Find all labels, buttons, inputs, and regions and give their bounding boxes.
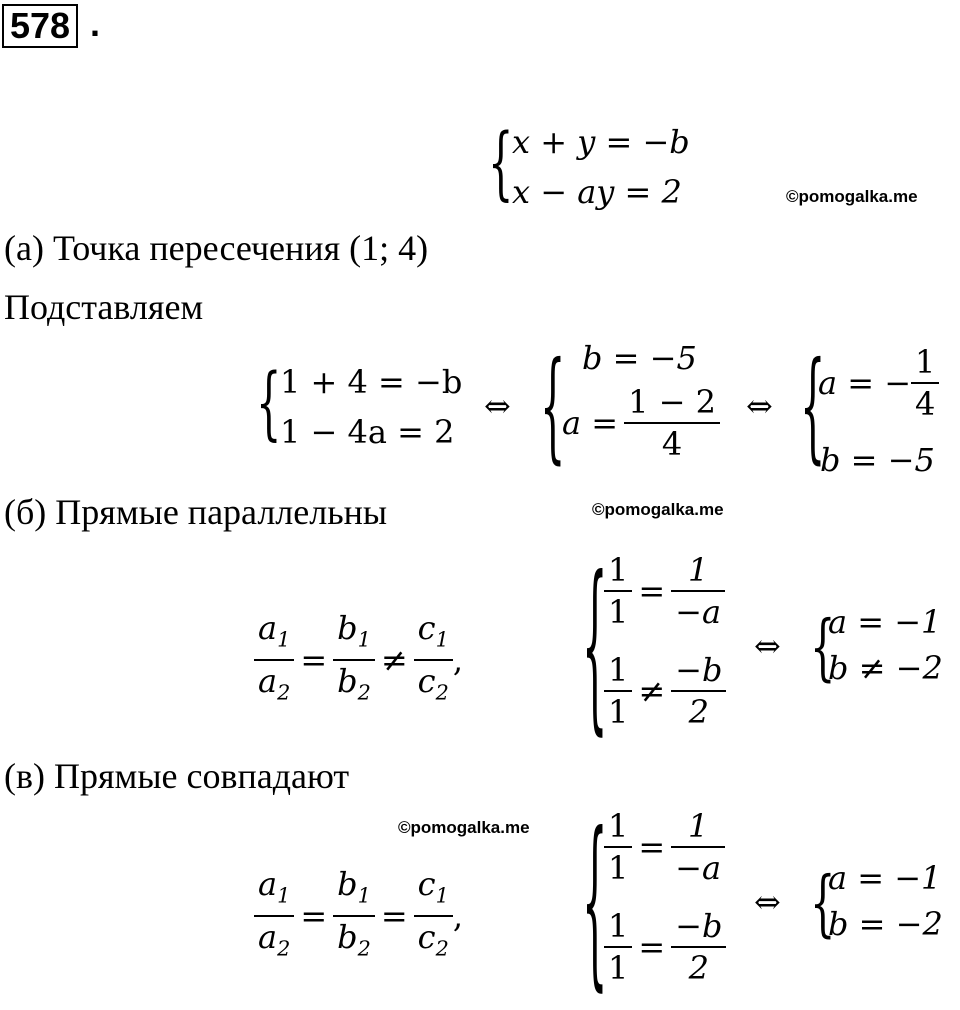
- part-a-substitute-label: Подставляем: [4, 287, 204, 327]
- fraction-denominator: $c_2$: [417, 918, 449, 961]
- fraction-denominator: 1: [608, 593, 629, 631]
- part-a-system2-fraction: [624, 382, 720, 464]
- fraction-numerator: $b_1$: [337, 865, 371, 908]
- part-b-brace-result: {: [810, 606, 836, 690]
- part-b-result-2: b ≠ −2: [828, 649, 943, 687]
- fraction-denominator: 4: [661, 425, 683, 463]
- fraction-numerator: 1: [687, 551, 709, 589]
- comma: ,: [452, 641, 463, 680]
- part-c-brace-big: {: [582, 798, 608, 1010]
- part-a-system3-line1: [818, 342, 939, 424]
- row-left-fraction: [604, 806, 632, 888]
- part-c-heading: (в) Прямые совпадают: [4, 756, 350, 796]
- part-c-row-1: [604, 806, 725, 888]
- part-c-result-1: a = −1: [828, 859, 942, 897]
- part-b-row-2: [604, 650, 726, 732]
- part-c-result-2: b = −2: [828, 905, 943, 943]
- fraction-numerator: −b: [675, 651, 723, 689]
- part-a-heading: (а) Точка пересечения (1; 4): [4, 228, 429, 268]
- fraction-denominator: $b_2$: [337, 662, 371, 705]
- equals-sign: =: [300, 897, 328, 936]
- part-b-row-1: [604, 550, 725, 632]
- row-right-fraction: [671, 650, 726, 732]
- watermark: ©pomogalka.me: [592, 500, 724, 519]
- part-a-system3-fraction: [911, 342, 939, 424]
- part-a-brace-2: {: [540, 339, 566, 477]
- row-operator: =: [638, 828, 666, 866]
- row-right-fraction: [671, 806, 725, 888]
- part-a-system1-line2: 1 − 4a = 2: [280, 413, 455, 451]
- fraction-numerator: 1: [608, 807, 629, 845]
- fraction-numerator: $b_1$: [337, 609, 371, 652]
- fraction-numerator: 1: [608, 651, 629, 689]
- fraction-denominator: −a: [675, 593, 722, 631]
- row-operator: =: [638, 928, 666, 966]
- part-a-iff-2: ⇔: [746, 387, 773, 425]
- part-a-system3-line2: b = −5: [820, 441, 935, 479]
- ratio-b: [333, 608, 375, 713]
- fraction-denominator: $c_2$: [417, 662, 449, 705]
- problem-number-dot: .: [90, 3, 101, 44]
- row-right-fraction: [671, 906, 726, 988]
- part-a-brace-1: {: [256, 358, 282, 450]
- ratio-c: [414, 864, 453, 969]
- row-right-fraction: [671, 550, 725, 632]
- row-left-fraction: [604, 550, 632, 632]
- fraction-denominator: 1: [608, 949, 629, 987]
- fraction-numerator: $c_1$: [417, 609, 449, 652]
- fraction-denominator: −a: [675, 849, 722, 887]
- not-equals-sign: ≠: [380, 641, 408, 680]
- watermark: ©pomogalka.me: [398, 818, 530, 837]
- fraction-denominator: 1: [608, 849, 629, 887]
- part-b-heading: (б) Прямые параллельны: [4, 492, 388, 532]
- equals-sign: =: [380, 897, 408, 936]
- system-brace: {: [488, 118, 514, 210]
- part-a-iff-1: ⇔: [484, 387, 511, 425]
- fraction-denominator: $a_2$: [258, 918, 291, 961]
- ratio-a: [254, 864, 294, 969]
- fraction-numerator: −b: [675, 907, 723, 945]
- fraction-denominator: $b_2$: [337, 918, 371, 961]
- part-b-result-1: a = −1: [828, 603, 942, 641]
- fraction-numerator: 1: [687, 807, 709, 845]
- fraction-numerator: $c_1$: [417, 865, 449, 908]
- ratio-b: [333, 864, 375, 969]
- watermark: ©pomogalka.me: [786, 187, 918, 206]
- row-operator: ≠: [638, 672, 666, 710]
- problem-number: 578: [2, 4, 78, 48]
- fraction-numerator: 1: [608, 907, 629, 945]
- ratio-c: [414, 608, 453, 713]
- part-c-iff: ⇔: [754, 883, 781, 921]
- fraction-numerator: 1 − 2: [628, 383, 716, 421]
- part-a-system1-line1: 1 + 4 = −b: [280, 363, 463, 401]
- part-c-ratio-condition: [254, 864, 463, 969]
- part-a-system2-line1: b = −5: [582, 339, 697, 377]
- part-b-brace-big: {: [582, 542, 608, 754]
- part-a-brace-3: {: [800, 339, 826, 477]
- part-a-system2-line2: [562, 382, 720, 464]
- part-a-system2-a-label: a =: [562, 404, 619, 442]
- system-line-1: x + y = −b: [512, 123, 690, 161]
- fraction-numerator: $a_1$: [258, 609, 291, 652]
- fraction-denominator: $a_2$: [258, 662, 291, 705]
- comma: ,: [452, 897, 463, 936]
- equals-sign: =: [300, 641, 328, 680]
- fraction-denominator: 2: [688, 949, 709, 987]
- part-b-ratio-condition: [254, 608, 463, 713]
- ratio-a: [254, 608, 294, 713]
- part-c-row-2: [604, 906, 726, 988]
- fraction-denominator: 4: [915, 385, 936, 423]
- fraction-denominator: 2: [688, 693, 709, 731]
- row-operator: =: [638, 572, 666, 610]
- part-b-iff: ⇔: [754, 627, 781, 665]
- fraction-numerator: $a_1$: [258, 865, 291, 908]
- part-a-system3-a-label: a = −: [818, 364, 912, 402]
- system-line-2: x − ay = 2: [512, 173, 682, 211]
- fraction-numerator: 1: [915, 343, 936, 381]
- row-left-fraction: [604, 906, 632, 988]
- part-c-brace-result: {: [810, 862, 836, 946]
- row-left-fraction: [604, 650, 632, 732]
- fraction-denominator: 1: [608, 693, 629, 731]
- fraction-numerator: 1: [608, 551, 629, 589]
